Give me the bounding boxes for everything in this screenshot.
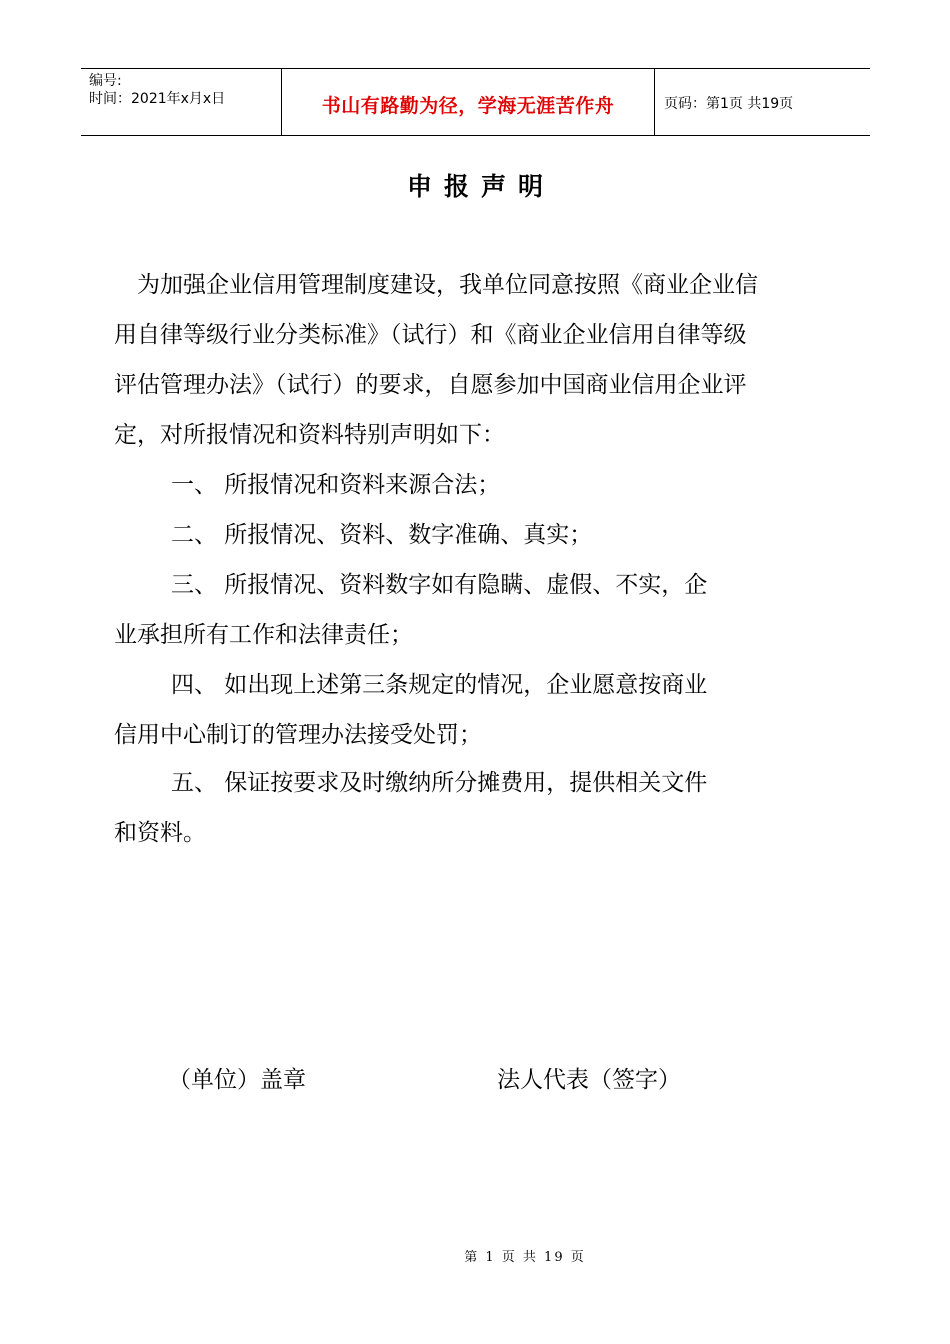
declaration-item-3 bbox=[114, 560, 707, 660]
declaration-item-5 bbox=[114, 758, 707, 858]
time-label: 时间：2021年x月x日 bbox=[89, 91, 226, 107]
intro-paragraph bbox=[114, 260, 844, 460]
header-meta bbox=[81, 69, 282, 135]
page-footer: 第 1 页 共 19 页 bbox=[464, 1250, 586, 1265]
page-info-text: 页码：第1页 共19页 bbox=[664, 96, 794, 112]
header-motto-cell bbox=[282, 69, 655, 135]
intro-line: 定，对所报情况和资料特别声明如下： bbox=[114, 422, 505, 448]
header-motto: 书山有路勤为径，学海无涯苦作舟 bbox=[321, 94, 615, 117]
item-line: 一、 所报情况和资料来源合法； bbox=[171, 472, 501, 498]
item-line: 业承担所有工作和法律责任； bbox=[114, 622, 413, 648]
header-page-info bbox=[655, 69, 870, 135]
document-header bbox=[81, 68, 870, 136]
page-title: 申报声明 bbox=[406, 172, 555, 201]
declaration-item-4 bbox=[114, 660, 707, 760]
declaration-item-1 bbox=[114, 460, 500, 510]
item-line: 三、 所报情况、资料数字如有隐瞒、虚假、不实，企 bbox=[171, 572, 708, 598]
item-line: 四、 如出现上述第三条规定的情况，企业愿意按商业 bbox=[171, 672, 708, 698]
item-line: 五、 保证按要求及时缴纳所分摊费用，提供相关文件 bbox=[171, 770, 708, 796]
item-line: 二、 所报情况、资料、数字准确、真实； bbox=[171, 522, 593, 548]
item-line: 和资料。 bbox=[114, 820, 206, 846]
intro-line: 为加强企业信用管理制度建设，我单位同意按照《商业企业信 bbox=[137, 272, 758, 298]
legal-rep-signature-label: 法人代表（签字） bbox=[497, 1067, 681, 1093]
number-label: 编号: bbox=[89, 73, 122, 89]
declaration-item-2 bbox=[114, 510, 592, 560]
unit-seal-label: （单位）盖章 bbox=[168, 1067, 306, 1093]
intro-line: 评估管理办法》（试行）的要求，自愿参加中国商业信用企业评 bbox=[114, 372, 747, 398]
intro-line: 用自律等级行业分类标准》（试行）和《商业企业信用自律等级 bbox=[114, 322, 747, 348]
item-line: 信用中心制订的管理办法接受处罚； bbox=[114, 722, 482, 748]
